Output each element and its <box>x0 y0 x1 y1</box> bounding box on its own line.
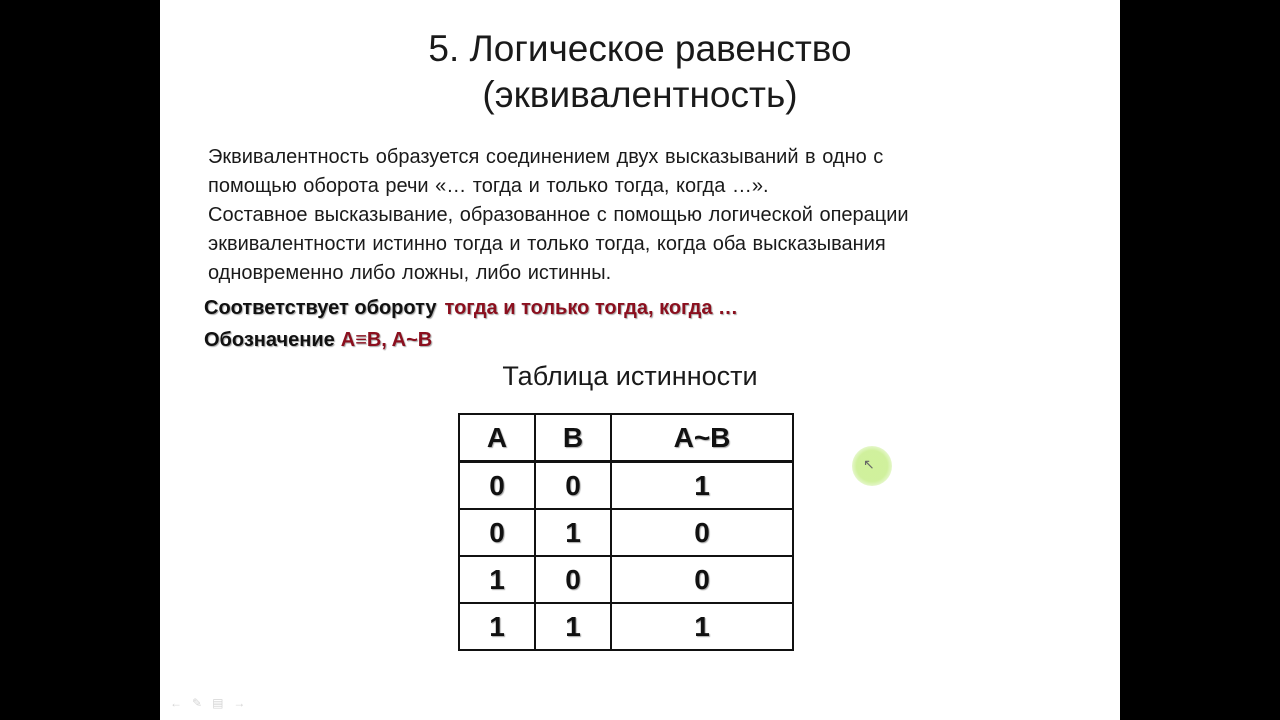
table-header-row <box>459 414 793 462</box>
table-caption: Таблица истинности <box>502 361 758 391</box>
correspondence-line <box>204 297 738 320</box>
paragraph-line: одновременно либо ложны, либо истинны. <box>208 262 612 284</box>
slide-title <box>160 26 1120 118</box>
table-row <box>459 509 793 556</box>
correspondence-value: тогда и только тогда, когда … <box>444 297 738 319</box>
header-cell-a: A <box>459 414 535 462</box>
truth-table <box>458 413 794 651</box>
menu-icon[interactable]: → <box>233 696 246 710</box>
pen-icon[interactable]: ✎ <box>192 696 203 710</box>
table-row <box>459 556 793 603</box>
title-line-2: (эквивалентность) <box>482 74 798 115</box>
table-cell: 0 <box>459 462 535 510</box>
notation-value: A≡B, A~B <box>340 329 433 351</box>
table-cell: 1 <box>535 509 611 556</box>
table-cell: 0 <box>611 556 793 603</box>
notation-label: Обозначение <box>204 329 335 351</box>
table-row <box>459 462 793 510</box>
slideshow-toolbar <box>170 696 245 710</box>
header-cell-result: A~B <box>611 414 793 462</box>
slides-icon[interactable]: ▤ <box>212 696 224 710</box>
table-row <box>459 603 793 650</box>
mouse-pointer-icon: ↖ <box>863 456 875 472</box>
cursor-highlight <box>852 446 892 486</box>
table-cell: 1 <box>535 603 611 650</box>
table-cell: 1 <box>611 603 793 650</box>
paragraph-line: эквивалентности истинно тогда и только тогда, когда оба высказывания <box>208 233 886 255</box>
paragraph-line: Эквивалентность образуется соединением двух высказываний в одно с <box>208 146 884 168</box>
paragraph-line: помощью оборота речи «… тогда и только тогда, когда …». <box>208 175 769 197</box>
table-cell: 1 <box>611 462 793 510</box>
paragraph-line: Составное высказывание, образованное с помощью логической операции <box>208 204 909 226</box>
notation-line <box>204 329 432 352</box>
definition-paragraph <box>208 143 1088 288</box>
table-cell: 1 <box>459 556 535 603</box>
title-line-1: 5. Логическое равенство <box>428 28 852 69</box>
table-cell: 0 <box>459 509 535 556</box>
table-cell: 1 <box>459 603 535 650</box>
correspondence-label: Соответствует обороту <box>204 297 437 319</box>
header-cell-b: B <box>535 414 611 462</box>
slide <box>160 0 1120 720</box>
table-cell: 0 <box>611 509 793 556</box>
arrow-icon[interactable]: ← <box>170 696 182 710</box>
table-cell: 0 <box>535 462 611 510</box>
table-cell: 0 <box>535 556 611 603</box>
